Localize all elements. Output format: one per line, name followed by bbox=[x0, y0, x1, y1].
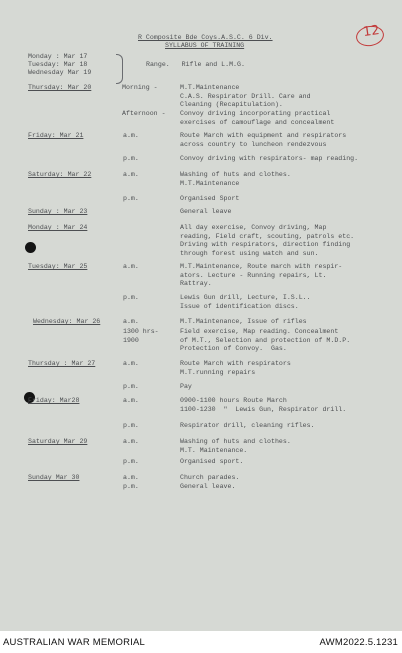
time-label: a.m. bbox=[123, 171, 139, 178]
activity-entry: M.T.Maintenance C.A.S. Respirator Drill. Care and Cleaning (Recapitulation). bbox=[180, 84, 311, 109]
day-label: Monday : Mar 17 bbox=[28, 53, 88, 60]
time-label: p.m. bbox=[123, 155, 139, 162]
activity-entry: Washing of huts and clothes. M.T.Maintenance bbox=[180, 171, 291, 187]
time-label: Morning - bbox=[122, 84, 158, 91]
day-label: Friday: Mar 21 bbox=[28, 132, 84, 139]
day-label: Sunday Mar 30 bbox=[28, 474, 80, 481]
day-label: Friday: Mar28 bbox=[28, 397, 80, 404]
activity-entry: Range. Rifle and L.M.G. bbox=[146, 61, 245, 68]
day-label: Tuesday: Mar 25 bbox=[28, 263, 88, 270]
activity-entry: Washing of huts and clothes. M.T. Maintenance. bbox=[180, 438, 291, 454]
time-label: Afternoon - bbox=[122, 110, 166, 117]
day-label: Wednesday: Mar 26 bbox=[33, 318, 101, 325]
time-label: a.m. bbox=[123, 318, 139, 325]
time-label: a.m. bbox=[123, 474, 139, 481]
archive-footer bbox=[0, 631, 402, 653]
time-label: 1300 hrs- 1900 bbox=[123, 328, 159, 344]
time-label: p.m. bbox=[123, 422, 139, 429]
day-group-brace bbox=[116, 54, 123, 84]
time-label: a.m. bbox=[123, 438, 139, 445]
punch-hole bbox=[25, 242, 36, 253]
time-label: a.m. bbox=[123, 263, 139, 270]
activity-entry: Convoy driving incorporating practical exercises of camouflage and concealment bbox=[180, 110, 335, 126]
activity-entry: Convoy driving with respirators- map reading. bbox=[180, 155, 359, 162]
day-label: Thursday : Mar 27 bbox=[28, 360, 96, 367]
activity-entry: M.T.Maintenance, Issue of rifles bbox=[180, 318, 307, 325]
activity-entry: Organised Sport bbox=[180, 195, 240, 202]
activity-entry: General leave. bbox=[180, 483, 236, 490]
day-label: Saturday: Mar 22 bbox=[28, 171, 92, 178]
activity-entry: Lewis Gun drill, Lecture, I.S.L.. Issue of identification discs. bbox=[180, 294, 311, 310]
day-label: Wednesday Mar 19 bbox=[28, 69, 92, 76]
archive-name: AUSTRALIAN WAR MEMORIAL bbox=[3, 637, 146, 648]
archive-reference: AWM2022.5.1231 bbox=[319, 637, 398, 648]
day-label: Tuesday: Mar 18 bbox=[28, 61, 88, 68]
day-label: Monday : Mar 24 bbox=[28, 224, 88, 231]
day-label: Thursday: Mar 20 bbox=[28, 84, 92, 91]
activity-entry: Route March with respirators M.T.running repairs bbox=[180, 360, 291, 376]
activity-entry: General leave bbox=[180, 208, 232, 215]
time-label: p.m. bbox=[123, 195, 139, 202]
time-label: p.m. bbox=[123, 383, 139, 390]
activity-entry: Church parades. bbox=[180, 474, 240, 481]
time-label: a.m. bbox=[123, 397, 139, 404]
activity-entry: Organised sport. bbox=[180, 458, 244, 465]
page-number: 12 bbox=[362, 22, 381, 41]
activity-entry: Route March with equipment and respirators across country to luncheon rendezvous bbox=[180, 132, 347, 148]
day-label: Saturday Mar 29 bbox=[28, 438, 88, 445]
unit-heading: R Composite Bde Coys.A.S.C. 6 Div. bbox=[138, 34, 273, 41]
syllabus-title: SYLLABUS OF TRAINING bbox=[165, 42, 245, 49]
activity-entry: Respirator drill, cleaning rifles. bbox=[180, 422, 315, 429]
time-label: a.m. bbox=[123, 132, 139, 139]
activity-entry: All day exercise, Convoy driving, Map reading, Field craft, scouting, patrols etc. Driving with respirators, direction finding through forest using watch and sun. bbox=[180, 224, 355, 257]
day-label: Sunday : Mar 23 bbox=[28, 208, 88, 215]
activity-entry: Field exercise, Map reading. Concealment of M.T., Selection and protection of M.D.P. Protection of Convoy. Gas. bbox=[180, 328, 351, 353]
activity-entry: M.T.Maintenance, Route march with respir- ators. Lecture - Running repairs, Lt. Rattray. bbox=[180, 263, 343, 288]
time-label: p.m. bbox=[123, 458, 139, 465]
time-label: p.m. bbox=[123, 483, 139, 490]
time-label: a.m. bbox=[123, 360, 139, 367]
time-label: p.m. bbox=[123, 294, 139, 301]
activity-entry: 0900-1100 hours Route March 1100-1230 " Lewis Gun, Respirator drill. bbox=[180, 397, 347, 413]
activity-entry: Pay bbox=[180, 383, 192, 390]
